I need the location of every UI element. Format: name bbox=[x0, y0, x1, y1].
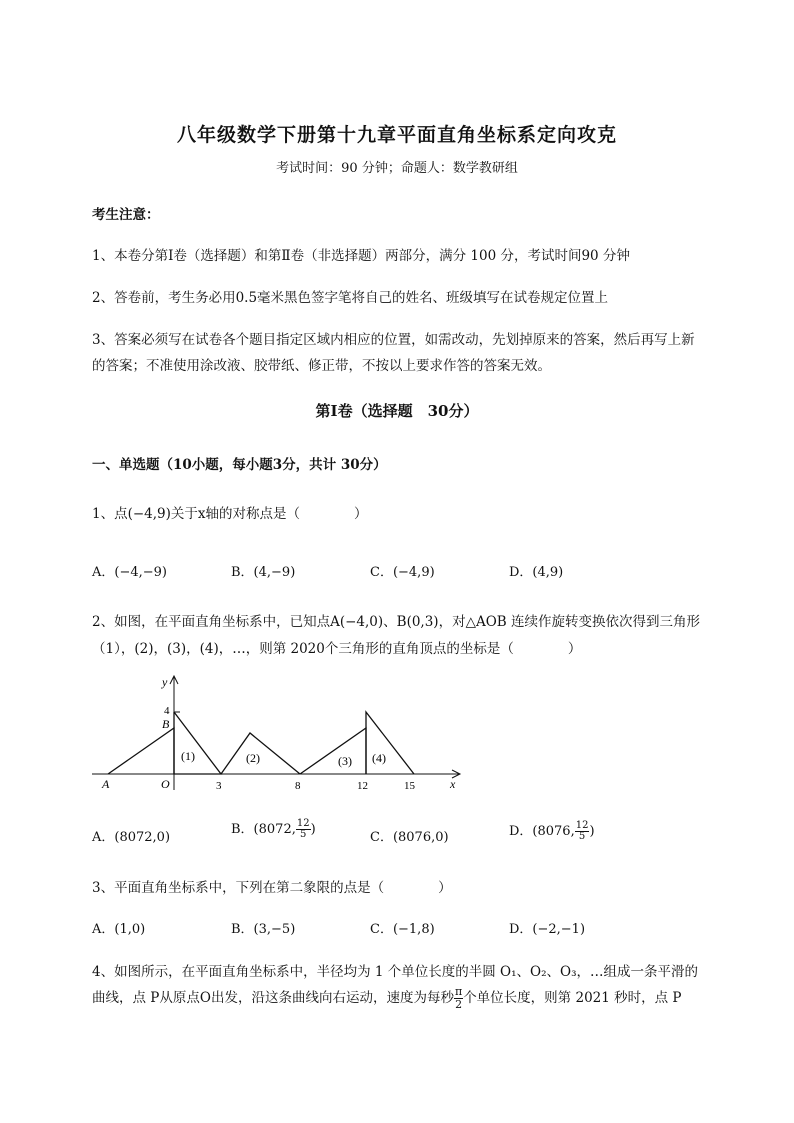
notice-heading: 考生注意： bbox=[92, 207, 160, 223]
triangle-2 bbox=[221, 733, 300, 774]
question-4-line-2 bbox=[92, 986, 682, 1011]
tick-label-15: 15 bbox=[404, 780, 415, 792]
question-1-option-b[interactable]: B．(4,−9) bbox=[231, 565, 296, 580]
tick-label-12: 12 bbox=[357, 780, 368, 792]
question-2-line-2: （1），(2)，(3)，(4)，…，则第 2020个三角形的直角顶点的坐标是（ ） bbox=[92, 641, 582, 657]
question-3-option-a[interactable]: A．(1,0) bbox=[92, 922, 146, 937]
question-3-text: 3、平面直角坐标系中，下列在第二象限的点是（ ） bbox=[92, 880, 452, 896]
label-o: O bbox=[161, 777, 170, 791]
option-b-suffix: ) bbox=[310, 822, 316, 837]
label-b: B bbox=[162, 717, 170, 731]
triangle-label-2: (2) bbox=[246, 751, 260, 765]
question-1-text: 1、点(−4,9)关于x轴的对称点是（ ） bbox=[92, 506, 368, 522]
question-2-figure bbox=[88, 668, 468, 796]
section-title: 第Ⅰ卷（选择题 30分） bbox=[315, 402, 479, 420]
tick-label-8: 8 bbox=[295, 780, 301, 792]
question-2-line-1: 2、如图，在平面直角坐标系中，已知点A(−4,0)、B(0,3)，对△AOB 连续作旋转变换依次得到三角形 bbox=[92, 614, 700, 630]
question-2-option-b[interactable] bbox=[231, 818, 316, 840]
label-4: 4 bbox=[164, 705, 170, 717]
option-d-prefix: D．(8076, bbox=[509, 824, 575, 839]
triangle-3 bbox=[300, 728, 366, 774]
question-2-option-c[interactable]: C．(8076,0) bbox=[370, 830, 449, 845]
question-4-line-2-end: 个单位长度，则第 2021 秒时，点 P bbox=[463, 990, 682, 1006]
option-d-suffix: ) bbox=[589, 824, 595, 839]
notice-item-2: 2、答卷前，考生务必用0.5毫米黑色签字笔将自己的姓名、班级填写在试卷规定位置上 bbox=[92, 290, 609, 306]
option-b-prefix: B．(8072, bbox=[231, 822, 296, 837]
page-subtitle: 考试时间：90 分钟；命题人：数学教研组 bbox=[276, 161, 518, 176]
notice-item-3-line-1: 3、答案必须写在试卷各个题目指定区域内相应的位置，如需改动，先划掉原来的答案，然后再写上新 bbox=[92, 332, 695, 348]
option-d-denominator: 5 bbox=[578, 831, 586, 842]
question-4-line-1: 4、如图所示，在平面直角坐标系中，半径均为 1 个单位长度的半圆 O₁、O₂、O₃，…组成一条平滑的 bbox=[92, 964, 698, 980]
question-3-option-c[interactable]: C．(−1,8) bbox=[370, 922, 435, 937]
x-axis-label: x bbox=[450, 777, 456, 791]
tick-label-3: 3 bbox=[216, 780, 222, 792]
speed-fraction bbox=[454, 986, 463, 1011]
y-axis-label: y bbox=[162, 675, 168, 689]
part-heading: 一、单选题（10小题，每小题3分，共计 30分） bbox=[92, 457, 387, 473]
speed-numerator: π bbox=[454, 985, 463, 998]
question-1-option-d[interactable]: D．(4,9) bbox=[509, 565, 564, 580]
option-d-numerator: 12 bbox=[575, 820, 589, 831]
notice-item-1: 1、本卷分第Ⅰ卷（选择题）和第Ⅱ卷（非选择题）两部分，满分 100 分，考试时间90 分钟 bbox=[92, 248, 630, 264]
question-2-option-d[interactable] bbox=[509, 820, 595, 842]
triangle-1 bbox=[174, 712, 221, 774]
question-1-option-a[interactable]: A．(−4,−9) bbox=[92, 565, 167, 580]
question-3-option-b[interactable]: B．(3,−5) bbox=[231, 922, 296, 937]
triangle-label-3: (3) bbox=[338, 754, 352, 768]
question-4-line-2-start: 曲线，点 P从原点O出发，沿这条曲线向右运动，速度为每秒 bbox=[92, 990, 454, 1006]
triangle-label-4: (4) bbox=[372, 751, 386, 765]
question-3-option-d[interactable]: D．(−2,−1) bbox=[509, 922, 586, 937]
option-b-numerator: 12 bbox=[296, 818, 310, 829]
option-b-fraction bbox=[296, 819, 311, 840]
question-2-option-a[interactable]: A．(8072,0) bbox=[92, 830, 171, 845]
option-d-fraction bbox=[575, 821, 590, 842]
option-b-denominator: 5 bbox=[300, 829, 307, 840]
notice-item-3-line-2: 的答案；不准使用涂改液、胶带纸、修正带，不按以上要求作答的答案无效。 bbox=[92, 358, 551, 374]
triangle-label-1: (1) bbox=[181, 749, 195, 763]
page-title: 八年级数学下册第十九章平面直角坐标系定向攻克 bbox=[176, 124, 617, 146]
speed-denominator: 2 bbox=[455, 998, 463, 1011]
question-1-option-c[interactable]: C．(−4,9) bbox=[370, 565, 435, 580]
label-a: A bbox=[102, 777, 110, 791]
triangle-aob bbox=[108, 728, 174, 774]
